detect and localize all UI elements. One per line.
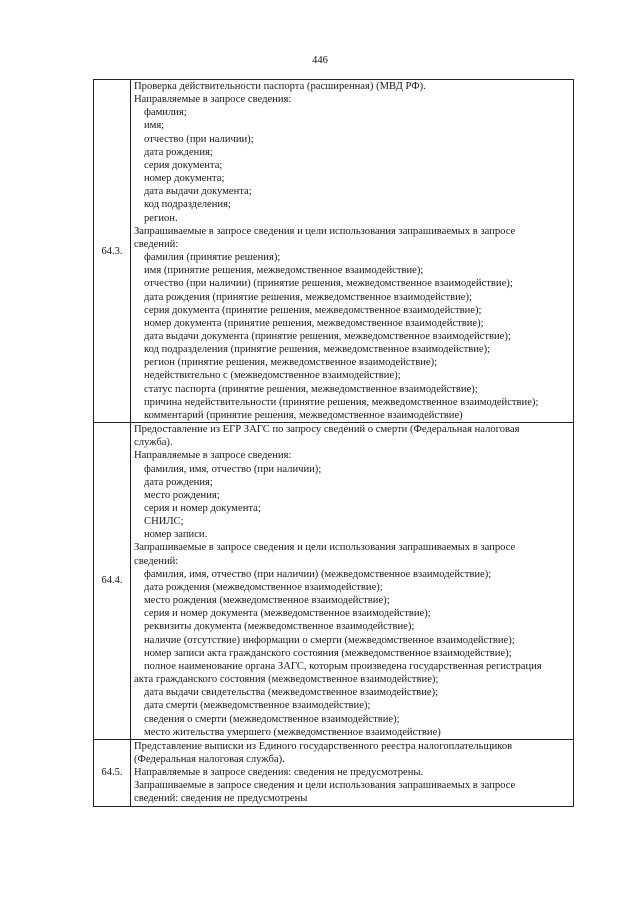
continuation-line: (Федеральная налоговая служба). [134, 753, 285, 765]
row-content [131, 423, 574, 740]
section-heading-line: Запрашиваемые в запросе сведения и цели использования запрашиваемых в запросе [134, 542, 516, 554]
list-item: дата выдачи документа; [144, 186, 252, 198]
list-item: дата рождения; [144, 146, 213, 158]
list-item: полное наименование органа ЗАГС, которым произведена государственная регистрация [144, 660, 542, 672]
list-item: дата рождения (межведомственное взаимодействие); [144, 581, 383, 593]
table-row [94, 80, 574, 423]
list-item: причина недействительности (принятие решения, межведомственное взаимодействие); [144, 396, 539, 408]
list-item: фамилия, имя, отчество (при наличии); [144, 463, 322, 475]
continuation-line: сведений: сведения не предусмотрены [134, 793, 308, 805]
list-item: дата выдачи свидетельства (межведомственное взаимодействие); [144, 687, 439, 699]
list-item: дата рождения (принятие решения, межведомственное взаимодействие); [144, 291, 472, 303]
list-item: наличие (отсутствие) информации о смерти (межведомственное взаимодействие); [144, 634, 515, 646]
list-item: номер записи акта гражданского состояния (межведомственное взаимодействие); [144, 647, 512, 659]
list-item: место рождения (межведомственное взаимодействие); [144, 595, 390, 607]
row-number: 64.5. [94, 739, 131, 806]
list-item: серия документа; [144, 159, 223, 171]
table-row [94, 739, 574, 806]
list-item: номер записи. [144, 529, 208, 541]
page-number: 446 [312, 55, 328, 66]
table-body [94, 80, 574, 807]
list-item: отчество (при наличии) (принятие решения, межведомственное взаимодействие); [144, 278, 513, 290]
section-heading-line: Предоставление из ЕГР ЗАГС по запросу сведений о смерти (Федеральная налоговая [134, 424, 520, 436]
continuation-line: акта гражданского состояния (межведомственное взаимодействие); [134, 674, 439, 686]
services-table [93, 79, 574, 807]
list-item: фамилия, имя, отчество (при наличии) (межведомственное взаимодействие); [144, 568, 492, 580]
list-item: имя; [144, 120, 165, 132]
list-item: комментарий (принятие решения, межведомственное взаимодействие) [144, 409, 463, 421]
list-item: реквизиты документа (межведомственное взаимодействие); [144, 621, 415, 633]
list-item: номер документа; [144, 173, 225, 185]
list-item: отчество (при наличии); [144, 133, 254, 145]
row-number: 64.3. [94, 80, 131, 423]
section-heading-line: Представление выписки из Единого государственного реестра налогоплательщиков [134, 740, 513, 752]
list-item: имя (принятие решения, межведомственное взаимодействие); [144, 265, 424, 277]
list-item: место рождения; [144, 489, 220, 501]
list-item: регион (принятие решения, межведомственное взаимодействие); [144, 357, 438, 369]
list-item: статус паспорта (принятие решения, межведомственное взаимодействие); [144, 383, 478, 395]
continuation-line: сведений: [134, 238, 179, 250]
list-item: регион. [144, 212, 178, 224]
list-item: сведения о смерти (межведомственное взаимодействие); [144, 713, 400, 725]
table-row [94, 423, 574, 740]
section-heading-line: Запрашиваемые в запросе сведения и цели использования запрашиваемых в запросе [134, 780, 516, 792]
list-item: код подразделения; [144, 199, 231, 211]
section-heading-line: Проверка действительности паспорта (расширенная) (МВД РФ). [134, 81, 426, 92]
section-heading-line: Запрашиваемые в запросе сведения и цели использования запрашиваемых в запросе [134, 225, 516, 237]
list-item: дата рождения; [144, 476, 213, 488]
section-heading-line: Направляемые в запросе сведения: [134, 450, 292, 462]
list-item: место жительства умершего (межведомственное взаимодействие) [144, 726, 441, 738]
section-heading-line: Направляемые в запросе сведения: [134, 94, 292, 106]
list-item: серия и номер документа (межведомственное взаимодействие); [144, 608, 431, 620]
row-number: 64.4. [94, 423, 131, 740]
list-item: серия документа (принятие решения, межведомственное взаимодействие); [144, 304, 482, 316]
continuation-line: служба). [134, 437, 173, 449]
list-item: фамилия (принятие решения); [144, 252, 281, 264]
list-item: номер документа (принятие решения, межведомственное взаимодействие); [144, 317, 484, 329]
list-item: СНИЛС; [144, 516, 184, 528]
section-heading-line: Направляемые в запросе сведения: сведения не предусмотрены. [134, 767, 424, 779]
list-item: дата смерти (межведомственное взаимодействие); [144, 700, 371, 712]
list-item: дата выдачи документа (принятие решения, межведомственное взаимодействие); [144, 330, 511, 342]
row-content [131, 80, 574, 423]
row-content [131, 739, 574, 806]
list-item: недействительно с (межведомственное взаимодействие); [144, 370, 401, 382]
continuation-line: сведений: [134, 555, 179, 567]
list-item: серия и номер документа; [144, 503, 261, 514]
list-item: фамилия; [144, 107, 187, 119]
list-item: код подразделения (принятие решения, межведомственное взаимодействие); [144, 344, 491, 356]
